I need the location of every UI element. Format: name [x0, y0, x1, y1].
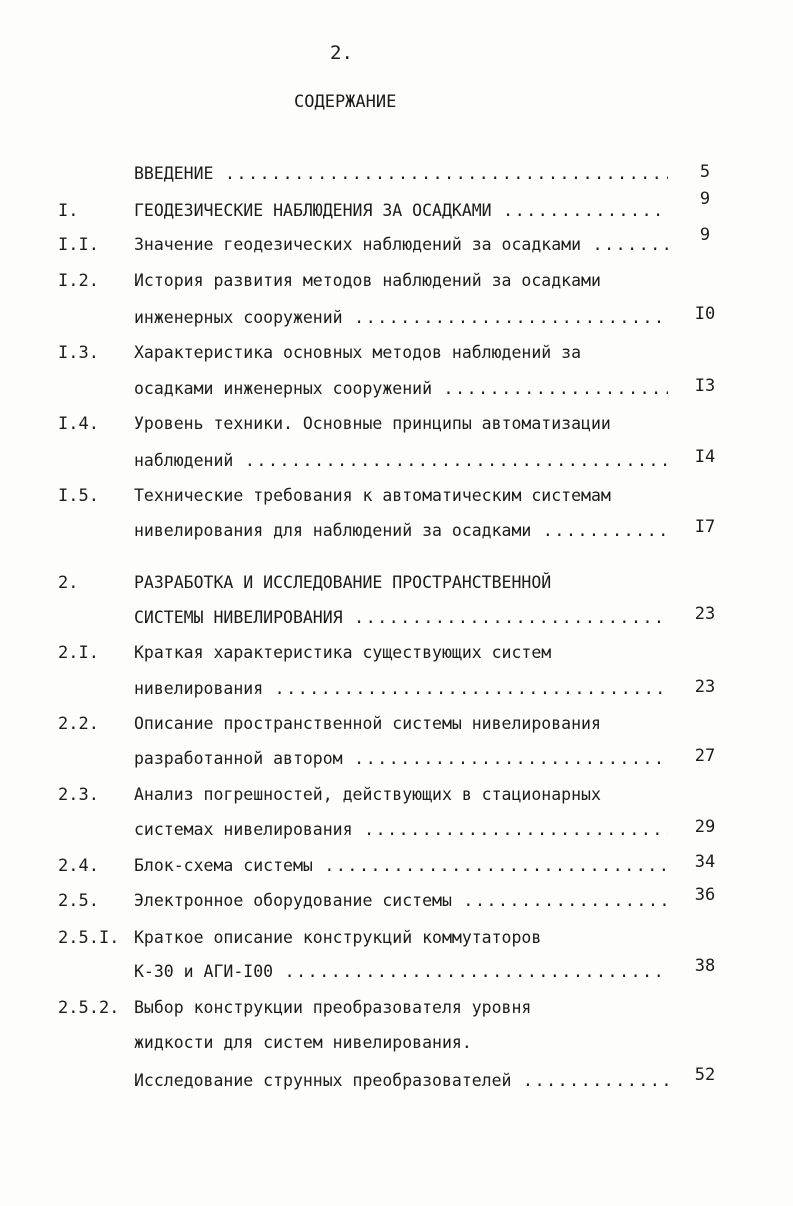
toc-entry-s2-2-line1: Описание пространственной системы нивелирования: [134, 714, 601, 733]
toc-entry-s2-5: Электронное оборудование системы .....: [134, 890, 668, 912]
toc-num-s1-3: I.3.: [58, 343, 99, 363]
toc-entry-s2-1-line2: нивелирования .....: [134, 678, 668, 700]
toc-num-s2-1: 2.I.: [58, 643, 99, 663]
toc-page-s2-4: 34: [694, 852, 716, 872]
toc-num-s1-5: I.5.: [58, 486, 99, 506]
toc-page-intro: 5: [699, 162, 711, 182]
toc-num-s2-3: 2.3.: [58, 785, 99, 805]
toc-num-s2: 2.: [58, 573, 79, 593]
toc-entry-s2-5-1-line1: Краткое описание конструкций коммутаторов: [134, 928, 542, 947]
toc-page-s1-5: I7: [694, 517, 716, 537]
toc-entry-s2-5-2-line3: Исследование струнных преобразователей .....: [134, 1070, 668, 1092]
toc-num-s2-5-2: 2.5.2.: [58, 998, 120, 1018]
toc-entry-s2-3-line2: системах нивелирования .....: [134, 819, 668, 841]
toc-entry-s2-2-line2: разработанной автором .....: [134, 748, 668, 770]
toc-page-s2-5: 36: [694, 885, 716, 905]
toc-entry-s1-3-line1: Характеристика основных методов наблюдений за: [134, 343, 582, 362]
toc-entry-s2-line2: СИСТЕМЫ НИВЕЛИРОВАНИЯ .....: [134, 607, 668, 629]
toc-entry-s1-1: Значение геодезических наблюдений за осадками .....: [134, 234, 668, 256]
toc-num-s2-2: 2.2.: [58, 714, 99, 734]
toc-entry-s1-2-line1: История развития методов наблюдений за осадками: [134, 271, 601, 290]
toc-entry-s2-line1: РАЗРАБОТКА И ИССЛЕДОВАНИЕ ПРОСТРАНСТВЕННОЙ: [134, 573, 552, 592]
toc-num-s1-2: I.2.: [58, 271, 99, 291]
toc-entry-s1-4-line1: Уровень техники. Основные принципы автоматизации: [134, 414, 611, 433]
toc-page-s2-5-2: 52: [694, 1065, 716, 1085]
toc-entry-s1-3-line2: осадками инженерных сооружений .....: [134, 378, 668, 400]
toc-entry-s2-5-2-line1: Выбор конструкции преобразователя уровня: [134, 998, 532, 1017]
toc-page-s1-3: I3: [694, 376, 716, 396]
toc-page-s1: 9: [699, 189, 711, 209]
toc-page-s1-1: 9: [699, 225, 711, 245]
toc-num-s2-5-1: 2.5.I.: [58, 928, 120, 948]
toc-page-s1-2: I0: [694, 304, 716, 324]
toc-entry-s1-5-line2: нивелирования для наблюдений за осадками .....: [134, 520, 668, 542]
toc-num-s1-4: I.4.: [58, 414, 99, 434]
toc-entry-s2-4: Блок-схема системы .....: [134, 855, 668, 877]
toc-num-s1-1: I.I.: [58, 235, 99, 255]
toc-num-s2-5: 2.5.: [58, 891, 99, 911]
page-title: СОДЕРЖАНИЕ: [294, 92, 397, 112]
toc-page-s2-1: 23: [694, 677, 716, 697]
page-number: 2.: [330, 42, 353, 64]
toc-page-s1-4: I4: [694, 447, 716, 467]
toc-entry-s1-4-line2: наблюдений .....: [134, 450, 668, 472]
toc-entry-s1-2-line2: инженерных сооружений .....: [134, 307, 668, 329]
toc-entry-s2-1-line1: Краткая характеристика существующих систем: [134, 643, 552, 662]
toc-page-s2: 23: [694, 604, 716, 624]
toc-num-s1: I.: [58, 201, 79, 221]
toc-entry-s2-5-1-line2: К-30 и АГИ-I00 .....: [134, 961, 668, 983]
toc-entry-s2-5-2-line2: жидкости для систем нивелирования.: [134, 1033, 472, 1052]
toc-num-s2-4: 2.4.: [58, 856, 99, 876]
toc-entry-intro: ВВЕДЕНИЕ .....: [134, 163, 668, 185]
toc-entry-s1: ГЕОДЕЗИЧЕСКИЕ НАБЛЮДЕНИЯ ЗА ОСАДКАМИ .....: [134, 200, 668, 222]
toc-entry-s1-5-line1: Технические требования к автоматическим системам: [134, 486, 611, 505]
toc-page-s2-5-1: 38: [694, 956, 716, 976]
toc-page-s2-3: 29: [694, 817, 716, 837]
toc-entry-s2-3-line1: Анализ погрешностей, действующих в стационарных: [134, 785, 601, 804]
toc-page-s2-2: 27: [694, 746, 716, 766]
